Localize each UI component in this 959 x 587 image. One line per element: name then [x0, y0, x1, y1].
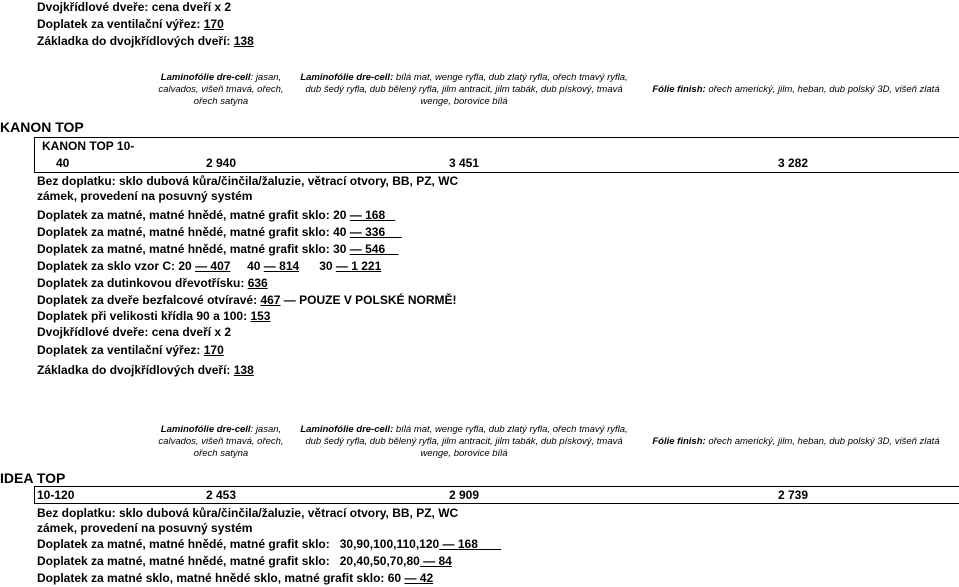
idea-glass-b-label: Doplatek za matné, matné hnědé, matné grafit sklo:: [37, 554, 330, 568]
idea-glass-a-label: Doplatek za matné, matné hnědé, matné grafit sklo:: [37, 537, 330, 551]
kanon-price-col3: 3 282: [778, 156, 809, 170]
top-double-door-line: Dvojkřídlové dveře: cena dveří x 2: [37, 0, 232, 14]
kanon-vent-value: 170: [203, 343, 224, 357]
kanon-bezfalc-value: 467: [260, 293, 281, 307]
header2-col1-rest: : jasan, calvados, višeň tmavá, ořech, ořech satyna: [158, 424, 284, 459]
kanon-size-value: 153: [250, 309, 271, 323]
header-col2-key: Laminofólie dre-cell:: [300, 72, 394, 83]
kanon-double-door: Dvojkřídlové dveře: cena dveří x 2: [37, 325, 232, 339]
kanon-price-col2: 3 451: [449, 156, 480, 170]
top-vent-value: 170: [203, 17, 224, 31]
table-border-left: [34, 137, 35, 172]
header2-col3-key: Fólie finish:: [652, 436, 706, 447]
top-base-value: 138: [233, 34, 254, 48]
idea-glass-b-value: 84: [438, 554, 452, 568]
idea-glass-b-sizes: 20,40,50,70,80: [339, 554, 420, 568]
idea-model: 10-120: [37, 488, 75, 502]
header-col1: [148, 72, 294, 108]
header-col2: [300, 72, 628, 108]
kanon-price-col1: 2 940: [206, 156, 237, 170]
kanon-glass-30: Doplatek za matné, matné hnědé, matné grafit sklo: 30 — 546: [37, 242, 386, 256]
kanon-dutinka-value: 636: [247, 276, 268, 290]
top-base-label: Základka do dvojkřídlových dveří:: [37, 34, 234, 48]
kanon-model-line1: KANON TOP 10-: [42, 139, 135, 153]
idea-border-left: [34, 486, 35, 503]
idea-glass-c: Doplatek za matné sklo, matné hnědé sklo, matné grafit sklo: 60 — 42: [37, 571, 434, 585]
kanon-base-label: Základka do dvojkřídlových dveří:: [37, 363, 234, 377]
kanon-vzor-40-label: 40: [247, 259, 264, 273]
kanon-glass-30-value: 546: [365, 242, 386, 256]
table-border-top: [34, 137, 959, 138]
kanon-vent: [37, 343, 224, 357]
kanon-size-label: Doplatek při velikosti křídla 90 a 100:: [37, 309, 251, 323]
idea-price-col3: 2 739: [778, 488, 809, 502]
top-vent-line: [37, 17, 224, 31]
kanon-glass-40-label: Doplatek za matné, matné hnědé, matné grafit sklo: 40: [37, 225, 350, 239]
header-col3-rest: ořech americký, jilm, heban, dub polský 3D, višeň zlatá: [705, 84, 940, 95]
header-col3-key: Fólie finish:: [652, 84, 706, 95]
kanon-glass-40: Doplatek za matné, matné hnědé, matné grafit sklo: 40 — 336: [37, 225, 386, 239]
kanon-glass-20: Doplatek za matné, matné hnědé, matné grafit sklo: 20 — 168: [37, 208, 386, 222]
kanon-vzor-20-value: 407: [210, 259, 231, 273]
kanon-vzor-40-value: 814: [279, 259, 300, 273]
kanon-model-line2: 40: [56, 156, 70, 170]
kanon-glass-30-label: Doplatek za matné, matné hnědé, matné grafit sklo: 30: [37, 242, 350, 256]
kanon-vzor-c: Doplatek za sklo vzor C: 20 — 407 40 — 814 30 — 1 221: [37, 259, 382, 273]
idea-price-col2: 2 909: [449, 488, 480, 502]
kanon-base: [37, 363, 254, 377]
idea-glass-c-label: Doplatek za matné sklo, matné hnědé sklo, matné grafit sklo: 60: [37, 571, 405, 585]
idea-glass-a-value: 168: [457, 537, 478, 551]
kanon-note-sliding: zámek, provedení na posuvný systém: [37, 189, 253, 203]
header2-col1-key: Laminofólie dre-cell: [160, 424, 251, 435]
idea-note-sliding: zámek, provedení na posuvný systém: [37, 521, 253, 535]
header-col2-rest: bílá mat, wenge ryfla, dub zlatý ryfla, ořech tmavý ryfla, dub šedý ryfla, dub bělený ryfla, jilm antracit, jilm tabák, dub pískový, tmavá wenge, borovice bílá: [305, 72, 628, 107]
header2-col3: [642, 436, 950, 448]
idea-glass-b: Doplatek za matné, matné hnědé, matné grafit sklo: 20,40,50,70,80 — 84: [37, 554, 452, 568]
idea-price-col1: 2 453: [206, 488, 237, 502]
kanon-bezfalc-note: POUZE V POLSKÉ NORMĚ!: [299, 293, 457, 307]
idea-glass-a: Doplatek za matné, matné hnědé, matné grafit sklo: 30,90,100,110,120 — 168: [37, 537, 478, 551]
kanon-dutinka: [37, 276, 268, 290]
header-col1-rest: : jasan, calvados, višeň tmavá, ořech, ořech satyna: [158, 72, 284, 107]
idea-glass-a-sizes: 30,90,100,110,120: [339, 537, 440, 551]
kanon-glass-20-value: 168: [365, 208, 386, 222]
header2-col1: [148, 424, 294, 460]
kanon-dutinka-label: Doplatek za dutinkovou dřevotřísku:: [37, 276, 248, 290]
kanon-vent-label: Doplatek za ventilační výřez:: [37, 343, 204, 357]
kanon-bezfalc-label: Doplatek za dveře bezfalcové otvíravé:: [37, 293, 261, 307]
kanon-vzor-label: Doplatek za sklo vzor C: 20: [37, 259, 196, 273]
section-title-idea: IDEA TOP: [0, 470, 66, 486]
kanon-size: [37, 309, 270, 323]
table-border-bottom: [34, 172, 959, 173]
kanon-note-included: Bez doplatku: sklo dubová kůra/činčila/žaluzie, větrací otvory, BB, PZ, WC: [37, 174, 459, 188]
header2-col2-rest: bílá mat, wenge ryfla, dub zlatý ryfla, ořech tmavý ryfla, dub šedý ryfla, dub bělený ryfla, jilm antracit, jilm tabák, dub pískový, tmavá wenge, borovice bílá: [305, 424, 628, 459]
kanon-base-value: 138: [233, 363, 254, 377]
kanon-vzor-30-label: 30: [319, 259, 336, 273]
kanon-glass-20-label: Doplatek za matné, matné hnědé, matné grafit sklo: 20: [37, 208, 350, 222]
idea-glass-c-value: 42: [419, 571, 434, 585]
header-col1-key: Laminofólie dre-cell: [160, 72, 251, 83]
top-vent-label: Doplatek za ventilační výřez:: [37, 17, 204, 31]
header-col3: [642, 84, 950, 96]
idea-border-top: [34, 486, 959, 487]
kanon-vzor-30-value: 1 221: [351, 259, 382, 273]
kanon-glass-40-value: 336: [365, 225, 386, 239]
kanon-bezfalc: Doplatek za dveře bezfalcové otvíravé: 467 — POUZE V POLSKÉ NORMĚ!: [37, 293, 457, 307]
idea-border-bottom: [34, 503, 959, 504]
top-base-line: [37, 34, 254, 48]
section-title-kanon: KANON TOP: [0, 119, 84, 135]
idea-note-included: Bez doplatku: sklo dubová kůra/činčila/žaluzie, větrací otvory, BB, PZ, WC: [37, 506, 459, 520]
header2-col3-rest: ořech americký, jilm, heban, dub polský 3D, višeň zlatá: [705, 436, 940, 447]
header2-col2: [300, 424, 628, 460]
header2-col2-key: Laminofólie dre-cell:: [300, 424, 394, 435]
